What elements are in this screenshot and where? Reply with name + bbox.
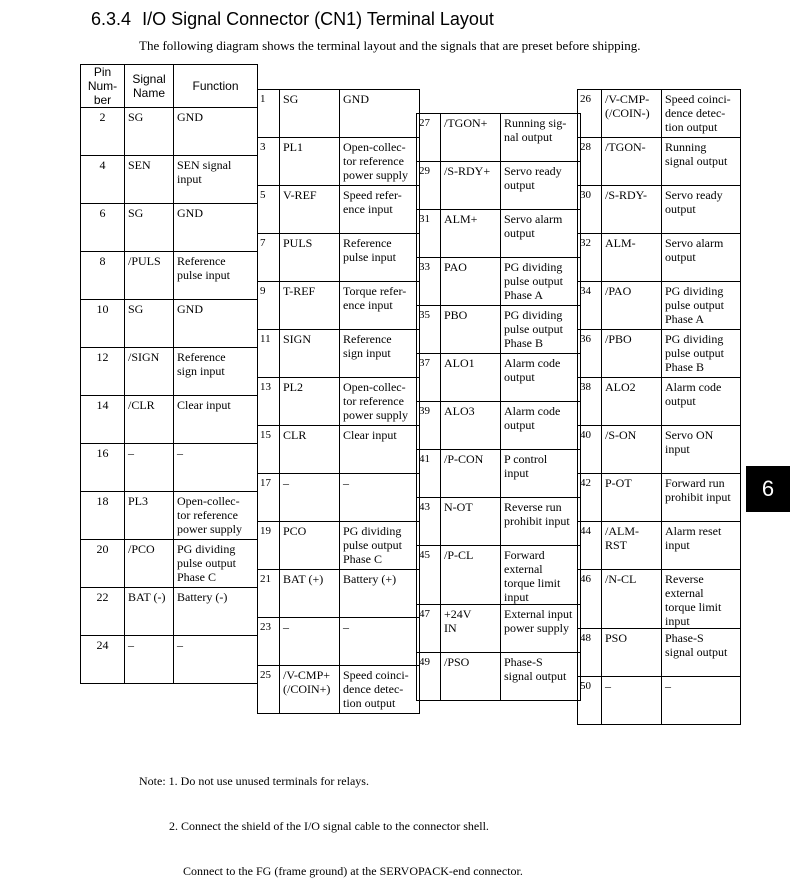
note-1-text: Do not use unused terminals for relays. xyxy=(180,774,369,788)
pin-function: PG dividing pulse output Phase C xyxy=(340,522,420,570)
pin-signal: CLR xyxy=(280,426,340,474)
pin-row xyxy=(258,186,420,234)
pin-column-2 xyxy=(257,89,419,714)
pin-row xyxy=(417,306,581,354)
pin-number: 35 xyxy=(417,306,441,354)
pin-signal: SIGN xyxy=(280,330,340,378)
pin-row xyxy=(578,330,741,378)
pin-function: Battery (-) xyxy=(174,588,258,636)
pin-function: – xyxy=(662,677,741,725)
pin-number: 42 xyxy=(578,474,602,522)
pin-function: Phase-S signal output xyxy=(662,629,741,677)
pin-signal: ALM- xyxy=(602,234,662,282)
pin-function: Alarm reset input xyxy=(662,522,741,570)
pin-function: Battery (+) xyxy=(340,570,420,618)
pin-signal: BAT (+) xyxy=(280,570,340,618)
pin-row xyxy=(258,666,420,714)
pin-function: Reverse external torque limit input xyxy=(662,570,741,629)
pin-number: 30 xyxy=(578,186,602,234)
pin-number: 34 xyxy=(578,282,602,330)
header-signal-name: Signal Name xyxy=(125,65,174,108)
pin-number: 37 xyxy=(417,354,441,402)
pin-row xyxy=(81,540,258,588)
pin-number: 29 xyxy=(417,162,441,210)
pin-signal: PULS xyxy=(280,234,340,282)
pin-number: 31 xyxy=(417,210,441,258)
pin-row xyxy=(417,653,581,701)
pin-function: Speed refer- ence input xyxy=(340,186,420,234)
pin-number: 27 xyxy=(417,114,441,162)
pin-row xyxy=(578,426,741,474)
pin-row xyxy=(81,348,258,396)
pin-row xyxy=(258,378,420,426)
pin-signal: PAO xyxy=(441,258,501,306)
pin-row xyxy=(417,402,581,450)
pin-row xyxy=(258,474,420,522)
pin-row xyxy=(578,138,741,186)
pin-signal: – xyxy=(125,444,174,492)
pin-function: PG dividing pulse output Phase A xyxy=(662,282,741,330)
pin-signal: ALO1 xyxy=(441,354,501,402)
pin-signal: /TGON- xyxy=(602,138,662,186)
pin-signal: /P-CON xyxy=(441,450,501,498)
section-number: 6.3.4 xyxy=(91,9,132,29)
pin-number: 25 xyxy=(258,666,280,714)
pin-function: Phase-S signal output xyxy=(501,653,581,701)
pin-number: 28 xyxy=(578,138,602,186)
pin-function: Open-collec- tor reference power supply xyxy=(340,378,420,426)
pin-row xyxy=(417,162,581,210)
pin-number: 21 xyxy=(258,570,280,618)
pin-row xyxy=(578,378,741,426)
pin-function: Servo alarm output xyxy=(501,210,581,258)
pin-signal: /S-RDY+ xyxy=(441,162,501,210)
pin-signal: ALO2 xyxy=(602,378,662,426)
pin-number: 18 xyxy=(81,492,125,540)
pin-number: 15 xyxy=(258,426,280,474)
pin-function: Servo ready output xyxy=(662,186,741,234)
pin-row xyxy=(258,138,420,186)
pin-function: GND xyxy=(340,90,420,138)
pin-function: Clear input xyxy=(174,396,258,444)
pin-row xyxy=(417,605,581,653)
note-2b xyxy=(139,864,523,879)
pin-function: – xyxy=(174,444,258,492)
pin-signal: /P-CL xyxy=(441,546,501,605)
pin-function: SEN signal input xyxy=(174,156,258,204)
pin-signal: /N-CL xyxy=(602,570,662,629)
pin-number: 23 xyxy=(258,618,280,666)
pin-function: PG dividing pulse output Phase A xyxy=(501,258,581,306)
pin-row xyxy=(578,234,741,282)
pin-row xyxy=(578,282,741,330)
pin-function: Reference sign input xyxy=(174,348,258,396)
pin-function: Running sig- nal output xyxy=(501,114,581,162)
pin-row xyxy=(417,210,581,258)
pin-number: 39 xyxy=(417,402,441,450)
pin-number: 11 xyxy=(258,330,280,378)
pin-signal: SG xyxy=(125,300,174,348)
pin-number: 5 xyxy=(258,186,280,234)
pin-number: 26 xyxy=(578,90,602,138)
pin-number: 1 xyxy=(258,90,280,138)
pin-signal: – xyxy=(602,677,662,725)
pin-row xyxy=(578,474,741,522)
pin-function: Open-collec- tor reference power supply xyxy=(340,138,420,186)
pin-function: Reference pulse input xyxy=(174,252,258,300)
intro-text: The following diagram shows the terminal layout and the signals that are preset before shipping. xyxy=(139,38,641,53)
pin-function: Forward external torque limit input xyxy=(501,546,581,605)
pin-column-4 xyxy=(577,89,740,725)
pin-signal: ALO3 xyxy=(441,402,501,450)
pin-function: Servo alarm output xyxy=(662,234,741,282)
pin-signal: /CLR xyxy=(125,396,174,444)
pin-number: 43 xyxy=(417,498,441,546)
header-function: Function xyxy=(174,65,258,108)
pin-row xyxy=(417,114,581,162)
pin-function: Torque refer- ence input xyxy=(340,282,420,330)
pin-function: External input power supply xyxy=(501,605,581,653)
pin-function: Speed coinci- dence detec- tion output xyxy=(662,90,741,138)
pin-row xyxy=(258,426,420,474)
pin-function: Running signal output xyxy=(662,138,741,186)
pin-number: 40 xyxy=(578,426,602,474)
pin-function: – xyxy=(340,618,420,666)
pin-function: PG dividing pulse output Phase B xyxy=(501,306,581,354)
pin-row xyxy=(81,396,258,444)
pin-function: Open-collec- tor reference power supply xyxy=(174,492,258,540)
pin-row xyxy=(417,354,581,402)
pin-signal: /PULS xyxy=(125,252,174,300)
pin-signal: /ALM- RST xyxy=(602,522,662,570)
pin-row xyxy=(258,234,420,282)
pin-number: 7 xyxy=(258,234,280,282)
pin-signal: SG xyxy=(125,108,174,156)
notes xyxy=(139,744,523,894)
pin-row xyxy=(578,570,741,629)
pin-signal: /PSO xyxy=(441,653,501,701)
pin-signal: PL1 xyxy=(280,138,340,186)
pin-function: GND xyxy=(174,108,258,156)
pin-signal: PSO xyxy=(602,629,662,677)
pin-function: Reverse run prohibit input xyxy=(501,498,581,546)
pin-signal: /S-ON xyxy=(602,426,662,474)
pin-number: 3 xyxy=(258,138,280,186)
pin-row xyxy=(578,90,741,138)
pin-number: 20 xyxy=(81,540,125,588)
pin-number: 36 xyxy=(578,330,602,378)
pin-number: 14 xyxy=(81,396,125,444)
pin-row xyxy=(258,522,420,570)
pin-number: 10 xyxy=(81,300,125,348)
chapter-tab: 6 xyxy=(746,466,790,512)
pin-row xyxy=(258,330,420,378)
pin-number: 6 xyxy=(81,204,125,252)
pin-signal: /S-RDY- xyxy=(602,186,662,234)
pin-signal: BAT (-) xyxy=(125,588,174,636)
note-2b-text: Connect to the FG (frame ground) at the SERVOPACK-end connector. xyxy=(183,864,523,878)
pin-row xyxy=(81,588,258,636)
note-2-text: Connect the shield of the I/O signal cable to the connector shell. xyxy=(181,819,489,833)
section-title: I/O Signal Connector (CN1) Terminal Layout xyxy=(142,9,494,29)
note-label: Note: 1. xyxy=(139,774,178,788)
pin-signal: /V-CMP- (/COIN-) xyxy=(602,90,662,138)
pin-number: 13 xyxy=(258,378,280,426)
pin-row xyxy=(578,522,741,570)
pin-signal: PL3 xyxy=(125,492,174,540)
pin-row xyxy=(258,90,420,138)
pin-function: Alarm code output xyxy=(662,378,741,426)
pin-signal: – xyxy=(280,474,340,522)
pin-row xyxy=(578,677,741,725)
pin-signal: +24V IN xyxy=(441,605,501,653)
pin-row xyxy=(81,204,258,252)
pin-signal: /PCO xyxy=(125,540,174,588)
pin-function: PG dividing pulse output Phase B xyxy=(662,330,741,378)
pin-function: Speed coinci- dence detec- tion output xyxy=(340,666,420,714)
pin-signal: ALM+ xyxy=(441,210,501,258)
pin-row xyxy=(81,108,258,156)
pin-number: 2 xyxy=(81,108,125,156)
pin-row xyxy=(417,450,581,498)
pin-function: GND xyxy=(174,204,258,252)
pin-row xyxy=(81,444,258,492)
pin-row xyxy=(417,258,581,306)
pin-row xyxy=(258,570,420,618)
pin-number: 9 xyxy=(258,282,280,330)
pin-number: 12 xyxy=(81,348,125,396)
pin-number: 41 xyxy=(417,450,441,498)
pin-function: Reference sign input xyxy=(340,330,420,378)
pin-row xyxy=(417,498,581,546)
pin-function: Servo ON input xyxy=(662,426,741,474)
pin-function: Alarm code output xyxy=(501,402,581,450)
pin-number: 38 xyxy=(578,378,602,426)
pin-signal: SG xyxy=(280,90,340,138)
pin-number: 22 xyxy=(81,588,125,636)
pin-signal: PCO xyxy=(280,522,340,570)
pin-signal: PL2 xyxy=(280,378,340,426)
pin-row xyxy=(81,300,258,348)
pin-number: 32 xyxy=(578,234,602,282)
pin-column-3 xyxy=(416,113,580,701)
pin-function: Reference pulse input xyxy=(340,234,420,282)
pin-function: Servo ready output xyxy=(501,162,581,210)
pin-number: 19 xyxy=(258,522,280,570)
pin-number: 50 xyxy=(578,677,602,725)
pin-signal: P-OT xyxy=(602,474,662,522)
pin-signal: /PBO xyxy=(602,330,662,378)
pin-number: 45 xyxy=(417,546,441,605)
pin-signal: /V-CMP+ (/COIN+) xyxy=(280,666,340,714)
pin-row xyxy=(81,156,258,204)
pin-function: Alarm code output xyxy=(501,354,581,402)
pin-number: 24 xyxy=(81,636,125,684)
pin-signal: – xyxy=(280,618,340,666)
pin-row xyxy=(258,282,420,330)
table-header-row xyxy=(81,65,258,108)
pin-row xyxy=(81,252,258,300)
header-pin-number: Pin Num- ber xyxy=(81,65,125,108)
pin-row xyxy=(417,546,581,605)
note-2-label: 2. xyxy=(169,819,178,833)
pin-number: 8 xyxy=(81,252,125,300)
pin-number: 46 xyxy=(578,570,602,629)
pin-number: 17 xyxy=(258,474,280,522)
pin-function: PG dividing pulse output Phase C xyxy=(174,540,258,588)
pin-function: P control input xyxy=(501,450,581,498)
pin-function: – xyxy=(174,636,258,684)
pin-function: Clear input xyxy=(340,426,420,474)
page-title xyxy=(91,9,494,30)
pin-row xyxy=(81,492,258,540)
pin-signal: SG xyxy=(125,204,174,252)
pin-signal: N-OT xyxy=(441,498,501,546)
pin-number: 49 xyxy=(417,653,441,701)
pin-signal: T-REF xyxy=(280,282,340,330)
pin-signal: SEN xyxy=(125,156,174,204)
pin-number: 44 xyxy=(578,522,602,570)
pin-number: 33 xyxy=(417,258,441,306)
pin-row xyxy=(258,618,420,666)
pin-function: – xyxy=(340,474,420,522)
pin-row xyxy=(578,186,741,234)
pin-number: 48 xyxy=(578,629,602,677)
pin-signal: /PAO xyxy=(602,282,662,330)
pin-signal: PBO xyxy=(441,306,501,354)
pin-row xyxy=(81,636,258,684)
pin-number: 16 xyxy=(81,444,125,492)
note-2 xyxy=(139,819,523,834)
pin-row xyxy=(578,629,741,677)
pin-signal: /SIGN xyxy=(125,348,174,396)
pin-function: GND xyxy=(174,300,258,348)
pin-column-1 xyxy=(80,64,257,684)
pin-number: 4 xyxy=(81,156,125,204)
pin-function: Forward run prohibit input xyxy=(662,474,741,522)
pin-number: 47 xyxy=(417,605,441,653)
pin-signal: – xyxy=(125,636,174,684)
pin-signal: V-REF xyxy=(280,186,340,234)
pin-signal: /TGON+ xyxy=(441,114,501,162)
